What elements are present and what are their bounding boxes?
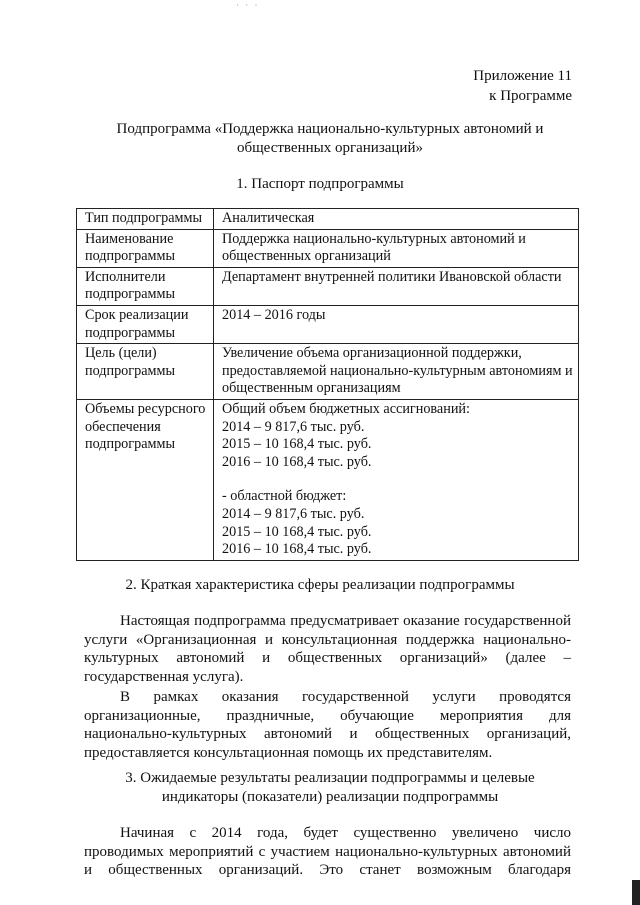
passport-value-line: 2016 – 10 168,4 тыс. руб.: [222, 541, 372, 558]
passport-value: [214, 267, 579, 305]
passport-value: [214, 305, 579, 343]
passport-value: [214, 344, 579, 400]
passport-value-line: 2015 – 10 168,4 тыс. руб.: [222, 523, 372, 540]
scan-mark: · · ·: [236, 0, 260, 10]
section-3-heading: 3. Ожидаемые результаты реализации подпрограммы и целевые индикаторы (показатели) реализации подпрограммы: [125, 770, 535, 805]
passport-row: [77, 305, 579, 343]
section-1-heading: 1. Паспорт подпрограммы: [236, 176, 404, 192]
passport-value-line: Аналитическая: [222, 210, 315, 226]
section-2-heading: 2. Краткая характеристика сферы реализации подпрограммы: [125, 577, 515, 593]
section-2-paragraph-2: В рамках оказания государственной услуги проводятся организационные, праздничные, обучающие мероприятия для национально-культурных автономий и общественных организаций, предоставляется консультационная помощь их представителям.: [84, 689, 571, 761]
subprogram-title: Подпрограмма «Поддержка национально-культурных автономий и общественных организаций»: [116, 121, 544, 156]
passport-value-line: 2014 – 9 817,6 тыс. руб.: [222, 505, 365, 522]
passport-row: [77, 209, 579, 230]
passport-value: [214, 399, 579, 560]
passport-row: [77, 267, 579, 305]
appendix-line-1: Приложение 11: [473, 68, 572, 84]
passport-value-line: 2014 – 2016 годы: [222, 306, 326, 323]
section-2-paragraph-1: Настоящая подпрограмма предусматривает оказание государственной услуги «Организационная и консультационная поддержка национально-культурных автономий и общественных организаций» (далее – государственная услуга).: [84, 613, 571, 685]
passport-key: Цель (цели) подпрограммы: [77, 344, 214, 400]
passport-row: [77, 344, 579, 400]
appendix-line-2: к Программе: [489, 88, 572, 104]
passport-value-line: Поддержка национально-культурных автономий и общественных организаций: [222, 230, 526, 265]
passport-key: Объемы ресурсного обеспечения подпрограммы: [77, 399, 214, 560]
passport-key: Тип подпрограммы: [77, 209, 214, 230]
passport-key: Исполнители подпрограммы: [77, 267, 214, 305]
passport-value-line: [222, 471, 573, 488]
passport-value-line: - областной бюджет:: [222, 488, 347, 505]
passport-value-line: Увеличение объема организационной поддержки, предоставляемой национально-культурным автономиям и общественным организациям: [222, 345, 573, 397]
passport-value: [214, 229, 579, 267]
passport-key: Срок реализации подпрограммы: [77, 305, 214, 343]
passport-value-line: 2014 – 9 817,6 тыс. руб.: [222, 418, 365, 435]
passport-key: Наименование подпрограммы: [77, 229, 214, 267]
passport-value-line: Общий объем бюджетных ассигнований:: [222, 400, 470, 417]
appendix-note: [473, 66, 572, 106]
passport-table: [76, 208, 579, 561]
passport-value-line: Департамент внутренней политики Ивановской области: [222, 268, 562, 285]
passport-value-line: 2015 – 10 168,4 тыс. руб.: [222, 436, 372, 453]
passport-row: [77, 229, 579, 267]
scan-edge: [632, 880, 640, 905]
passport-row: [77, 399, 579, 560]
passport-value-line: 2016 – 10 168,4 тыс. руб.: [222, 453, 372, 470]
passport-value: [214, 209, 579, 230]
section-3-paragraph-1: Начиная с 2014 года, будет существенно увеличено число проводимых мероприятий с участием национально-культурных автономий и общественных организаций. Это станет возможным благодаря: [84, 825, 571, 878]
